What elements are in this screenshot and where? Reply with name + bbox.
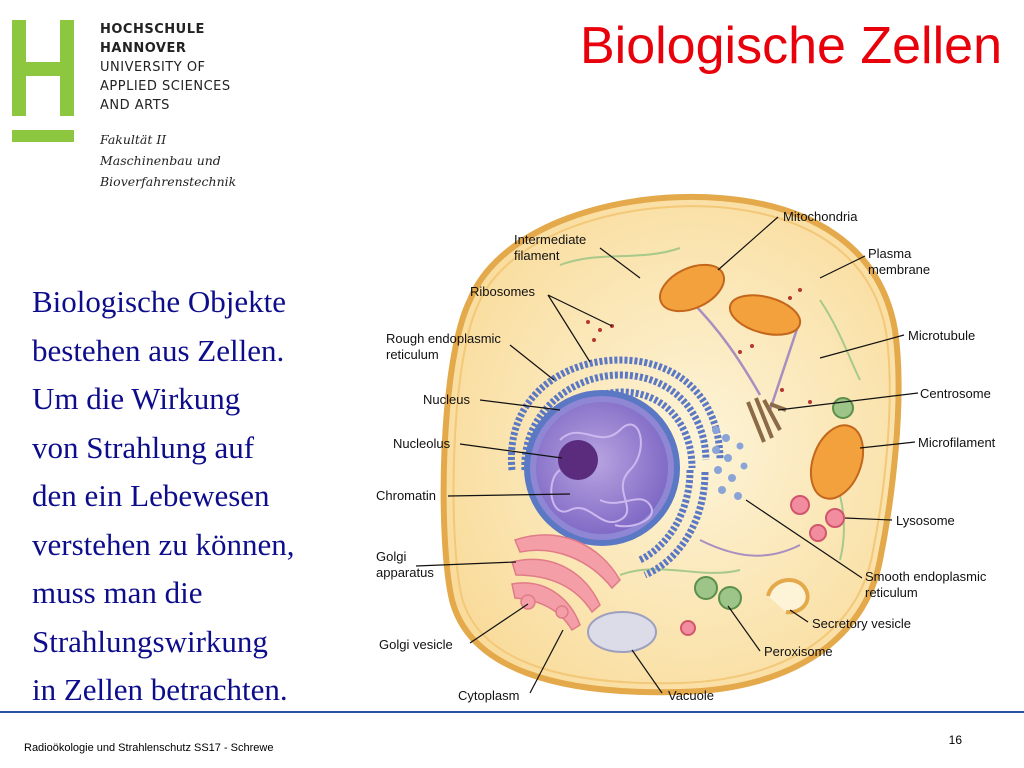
label-golgi-apparatus: apparatus xyxy=(376,565,434,580)
label-microtubule: Microtubule xyxy=(908,328,976,343)
institution-line: HOCHSCHULE xyxy=(100,22,205,37)
nucleus-interior xyxy=(536,402,668,534)
body-line: Strahlungswirkung xyxy=(32,623,268,659)
vacuole-shape xyxy=(588,612,656,652)
label-intermediate-filament: filament xyxy=(514,248,560,263)
label-mitochondria: Mitochondria xyxy=(783,209,858,224)
peroxisome-shape xyxy=(695,577,717,599)
body-line: bestehen aus Zellen. xyxy=(32,332,285,368)
label-nucleus: Nucleus xyxy=(423,392,470,407)
institution-line: AND ARTS xyxy=(100,98,170,113)
nucleus xyxy=(527,393,677,543)
lysosome-shape xyxy=(791,496,809,514)
label-golgi-apparatus: Golgi xyxy=(376,549,407,564)
label-plasma-membrane: membrane xyxy=(868,262,931,277)
label-ribosomes: Ribosomes xyxy=(470,284,536,299)
label-plasma-membrane: Plasma xyxy=(868,246,912,261)
label-smooth-er: reticulum xyxy=(865,585,918,600)
label-smooth-er: Smooth endoplasmic xyxy=(865,569,987,584)
institution-line: UNIVERSITY OF xyxy=(100,60,206,75)
slide-title: Biologische Zellen xyxy=(579,17,1002,75)
golgi-vesicle-shape xyxy=(556,606,568,618)
label-secretory-vesicle: Secretory vesicle xyxy=(812,616,911,631)
lysosome-shape xyxy=(810,525,826,541)
body-line: von Strahlung auf xyxy=(32,429,255,465)
label-cytoplasm: Cytoplasm xyxy=(458,688,520,703)
institution-line: HANNOVER xyxy=(100,41,187,56)
label-golgi-vesicle: Golgi vesicle xyxy=(379,637,453,652)
label-vacuole: Vacuole xyxy=(668,688,715,703)
body-line: Um die Wirkung xyxy=(32,381,241,416)
faculty-line: Bioverfahrenstechnik xyxy=(100,174,237,189)
body-line: Biologische Objekte xyxy=(32,284,286,319)
label-rough-er: reticulum xyxy=(386,347,439,362)
institution-line: APPLIED SCIENCES xyxy=(100,79,231,94)
body-line: muss man die xyxy=(32,575,203,610)
body-line: in Zellen betrachten. xyxy=(32,672,288,707)
lysosome-shape xyxy=(826,509,844,527)
label-nucleolus: Nucleolus xyxy=(393,436,451,451)
faculty-line: Fakultät II xyxy=(100,132,167,147)
label-intermediate-filament: Intermediate xyxy=(514,232,587,247)
label-rough-er: Rough endoplasmic xyxy=(386,331,501,346)
label-lysosome: Lysosome xyxy=(896,513,955,528)
body-line: den ein Lebewesen xyxy=(32,478,270,513)
page-number: 16 xyxy=(948,733,962,747)
peroxisome-shape xyxy=(719,587,741,609)
label-peroxisome: Peroxisome xyxy=(764,644,833,659)
label-centrosome: Centrosome xyxy=(920,386,991,401)
footer-divider xyxy=(0,711,1024,713)
label-microfilament: Microfilament xyxy=(918,435,996,450)
body-line: verstehen zu können, xyxy=(32,526,295,562)
footer-text: Radioökologie und Strahlenschutz SS17 - Schrewe xyxy=(24,742,274,754)
faculty-line: Maschinenbau und xyxy=(100,153,221,168)
lysosome-shape xyxy=(681,621,695,635)
label-chromatin: Chromatin xyxy=(376,488,436,503)
nucleolus-shape xyxy=(558,440,598,480)
